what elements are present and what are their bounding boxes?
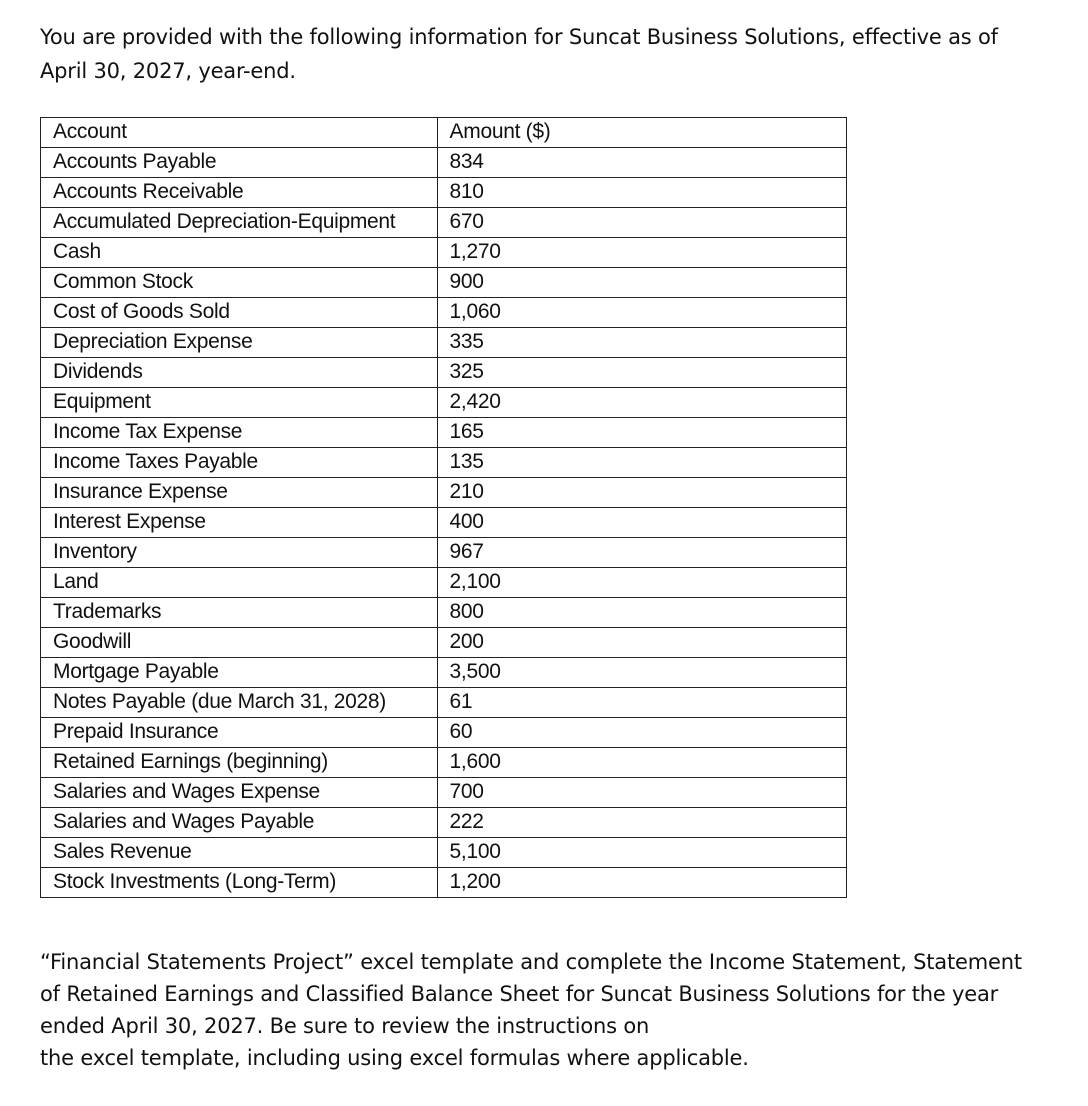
table-row	[41, 808, 847, 838]
amount-cell: 1,060	[437, 298, 846, 328]
table-row	[41, 418, 847, 448]
instructions-line: ended April 30, 2027. Be sure to review the instructions on	[40, 1014, 650, 1038]
amount-cell: 5,100	[437, 838, 846, 868]
intro-line: You are provided with the following information for Suncat Business Solutions, effective as of	[40, 25, 998, 49]
instructions-line: “Financial Statements Project” excel template and complete the Income Statement, Statement	[40, 950, 1022, 974]
amount-cell: 1,200	[437, 868, 846, 898]
header-amount: Amount ($)	[437, 118, 846, 148]
account-name-cell: Retained Earnings (beginning)	[41, 748, 438, 778]
table-row	[41, 658, 847, 688]
amount-cell: 834	[437, 148, 846, 178]
table-row	[41, 688, 847, 718]
header-account: Account	[41, 118, 438, 148]
account-name-cell: Common Stock	[41, 268, 438, 298]
table-row	[41, 478, 847, 508]
table-row	[41, 148, 847, 178]
table-row	[41, 388, 847, 418]
table-row	[41, 238, 847, 268]
table-row	[41, 838, 847, 868]
instructions-paragraph	[40, 946, 1080, 1074]
table-row	[41, 718, 847, 748]
account-name-cell: Prepaid Insurance	[41, 718, 438, 748]
amount-cell: 135	[437, 448, 846, 478]
intro-paragraph	[40, 20, 1070, 88]
table-row	[41, 598, 847, 628]
instructions-line: the excel template, including using excel formulas where applicable.	[40, 1046, 749, 1070]
amount-cell: 670	[437, 208, 846, 238]
amount-cell: 700	[437, 778, 846, 808]
table-row	[41, 748, 847, 778]
table-row	[41, 568, 847, 598]
amount-cell: 210	[437, 478, 846, 508]
table-row	[41, 628, 847, 658]
amount-cell: 400	[437, 508, 846, 538]
account-name-cell: Interest Expense	[41, 508, 438, 538]
intro-line: April 30, 2027, year-end.	[40, 59, 296, 83]
table-row	[41, 268, 847, 298]
table-row	[41, 358, 847, 388]
amount-cell: 61	[437, 688, 846, 718]
account-name-cell: Sales Revenue	[41, 838, 438, 868]
account-name-cell: Stock Investments (Long-Term)	[41, 868, 438, 898]
table-row	[41, 508, 847, 538]
account-name-cell: Salaries and Wages Expense	[41, 778, 438, 808]
table-row	[41, 328, 847, 358]
account-name-cell: Mortgage Payable	[41, 658, 438, 688]
table-row	[41, 178, 847, 208]
amount-cell: 200	[437, 628, 846, 658]
amount-cell: 165	[437, 418, 846, 448]
amount-cell: 810	[437, 178, 846, 208]
amount-cell: 2,100	[437, 568, 846, 598]
table-row	[41, 778, 847, 808]
table-row	[41, 298, 847, 328]
amount-cell: 60	[437, 718, 846, 748]
amount-cell: 3,500	[437, 658, 846, 688]
amount-cell: 2,420	[437, 388, 846, 418]
account-name-cell: Trademarks	[41, 598, 438, 628]
account-name-cell: Salaries and Wages Payable	[41, 808, 438, 838]
account-name-cell: Accounts Payable	[41, 148, 438, 178]
account-name-cell: Dividends	[41, 358, 438, 388]
account-name-cell: Goodwill	[41, 628, 438, 658]
account-name-cell: Land	[41, 568, 438, 598]
account-name-cell: Cost of Goods Sold	[41, 298, 438, 328]
table-row	[41, 448, 847, 478]
amount-cell: 967	[437, 538, 846, 568]
amount-cell: 1,270	[437, 238, 846, 268]
account-name-cell: Insurance Expense	[41, 478, 438, 508]
instructions-line: of Retained Earnings and Classified Balance Sheet for Suncat Business Solutions for the year	[40, 982, 999, 1006]
account-name-cell: Income Tax Expense	[41, 418, 438, 448]
table-header-row	[41, 118, 847, 148]
amount-cell: 335	[437, 328, 846, 358]
account-name-cell: Equipment	[41, 388, 438, 418]
accounts-table	[40, 117, 847, 898]
amount-cell: 800	[437, 598, 846, 628]
amount-cell: 222	[437, 808, 846, 838]
account-name-cell: Income Taxes Payable	[41, 448, 438, 478]
amount-cell: 325	[437, 358, 846, 388]
account-name-cell: Accounts Receivable	[41, 178, 438, 208]
table-row	[41, 538, 847, 568]
account-name-cell: Depreciation Expense	[41, 328, 438, 358]
account-name-cell: Cash	[41, 238, 438, 268]
table-row	[41, 868, 847, 898]
account-name-cell: Notes Payable (due March 31, 2028)	[41, 688, 438, 718]
amount-cell: 900	[437, 268, 846, 298]
account-name-cell: Accumulated Depreciation-Equipment	[41, 208, 438, 238]
account-name-cell: Inventory	[41, 538, 438, 568]
table-row	[41, 208, 847, 238]
amount-cell: 1,600	[437, 748, 846, 778]
